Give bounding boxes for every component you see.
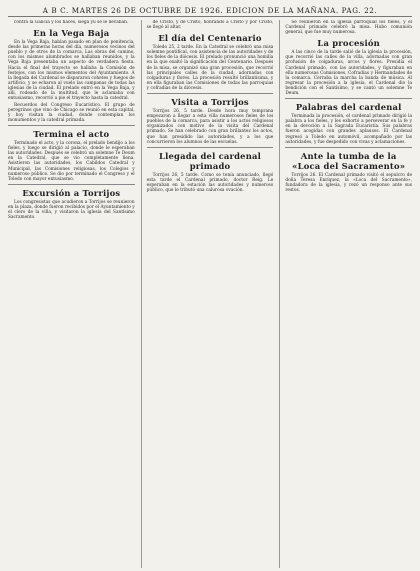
divider bbox=[147, 147, 274, 148]
heading-excursion-torrijos: Excursión a Torrijos bbox=[22, 187, 121, 198]
palabras-text: Terminada la procesión, el cardenal primado dirigió la palabra a los fieles, y les exhortó a perseverar en la fe y en la devoción a la Sagrada Eucaristía. Sus palabras fueron acogidas con grandes aplausos. El Cardenal regresó a Toledo en automóvil, acompañado por las autoridades, y fue despedido con vivas y aclamaciones. bbox=[285, 114, 413, 145]
heading-visita-torrijos: Visita a Torrijos bbox=[171, 97, 249, 108]
heading-dia-centenario: El día del Centenario bbox=[158, 33, 262, 44]
visita-text: Torrijos 26, 5 tarde. Desde hora muy temprana empezaron a llegar a esta villa numerosos fieles de los pueblos de la comarca, para asistir a los actos religiosos organizados con motivo de la visita del Cardenal primado. Se han celebrado con gran brillantez los actos, que han presidido las autoridades, y a los que concurrieron los alumnos de las escuelas. bbox=[146, 109, 274, 145]
ante-tumba-text: Torrijos 26. El Cardenal primado visitó el sepulcro de doña Teresa Enríquez, la «Loca del Sacramento», fundadora de la iglesia, y rezó un responso ante sus restos. bbox=[285, 172, 413, 193]
column-3 bbox=[279, 20, 412, 568]
divider bbox=[147, 93, 274, 94]
heading-vega-baja: En la Vega Baja bbox=[33, 28, 110, 39]
divider bbox=[285, 147, 412, 148]
heading-palabras-cardenal: Palabras del cardenal bbox=[295, 102, 402, 113]
heading-procesion: La procesión bbox=[317, 38, 380, 49]
page-header: A B C. MARTES 26 DE OCTUBRE DE 1926. EDICION DE LA MAÑANA. PAG. 22. bbox=[8, 6, 412, 17]
procesion-text: A las cinco de la tarde salió de la iglesia la procesión, que recorrió las calles de la villa, adornadas con gran profusión de colgaduras, arcos y flores. Presidía el Cardenal primado, con las autoridades, y figuraban en ella numerosas Comisiones, Cofradías y Hermandades de la comarca. Cerraba la marcha la banda de música. Al regresar la procesión a la iglesia, el Cardenal dio la bendición con el Santísimo, y se cantó un solemne Te Deum. bbox=[285, 50, 413, 97]
vega-baja-extra: Recuerdos del Congreso Eucarístico. El grupo de peregrinos que vino de Chicago se reunió en esta capital, y hoy visitan la ciudad, donde contemplan los monumentos y la catedral primada. bbox=[8, 102, 135, 123]
divider bbox=[8, 125, 135, 126]
column-3-top: Se reunieron en la iglesia parroquial los fieles, y el Cardenal primado celebró la misa. Hubo comunión general, que fue muy numerosa. bbox=[285, 20, 413, 36]
lead-paragraph: contra la Galicia y los haces, siega yu se le llevaban. bbox=[14, 20, 129, 25]
heading-llegada-cardenal: Llegada del cardenal primado bbox=[159, 150, 261, 171]
divider bbox=[285, 98, 412, 99]
column-1 bbox=[8, 20, 135, 568]
termina-acto-text: Terminado el acto, y la corona, el prelado bendijo a los fieles, y luego se dirigió al palacio, donde le esperaban las autoridades. Después se celebró un solemne Te Deum en la Catedral, que se vio completamente llena. Asistieron las autoridades, los Cabildos Catedral y Municipal, las Comisiones religiosas, los Colegios y numeroso público. Se dio por terminado el Congreso y el Toledo con mayor entusiasmo. bbox=[8, 141, 135, 182]
column-2-top: de Cristo, y de Cristo, honrando a Cristo y por Cristo, se llegó al altar. bbox=[146, 20, 274, 31]
excursion-text: Los congresistas que acudieron a Torrijos se reunieron en la plaza, donde fueron recibidos por el Ayuntamiento y el clero de la villa, y visitaron la iglesia del Santísimo Sacramento. bbox=[8, 199, 135, 221]
heading-ante-tumba: Ante la tumba de la «Loca del Sacramento» bbox=[292, 150, 406, 171]
column-2 bbox=[141, 20, 274, 568]
column-layout bbox=[8, 20, 412, 568]
vega-baja-text: En la Vega Baja, habían pasado en plan de penitencia, desde las primeras horas del día, numerosos vecinos del pueblo y de otros de la comarca. Las obras del camino, con los mismos alumbrados se hallaban reunidos, y la Vega Baja presentaba un aspecto de verdadera fiesta. Hacia el final del trayecto se hallaba la Comisión de festejos, con los mismos elementos del Ayuntamiento. A la llegada del Cardenal se dispararon cohetes y fuegos de artificio, y se echaron al vuelo las campanas de todas las iglesias de la ciudad. El prelado entró en la Vega Baja, y allí, rodeado de la multitud, que le aclamaba con entusiasmo, recorrió a pie el trayecto hasta la catedral. bbox=[8, 40, 135, 102]
heading-termina-acto: Termina el acto bbox=[33, 129, 110, 140]
centenario-text: Toledo 25, 2 tarde. En la Catedral se celebró una misa solemne pontifical, con asistencia de las autoridades y de los fieles de la diócesis. El prelado pronunció una homilía en la que exaltó la significación del Centenario. Después de la misa, se organizó una gran procesión, que recorrió las principales calles de la ciudad, adornadas con colgaduras y flores. La procesión resultó brillantísima, y en ella figuraban las Comisiones de todas las parroquias y cofradías de la diócesis. bbox=[146, 45, 274, 91]
divider bbox=[8, 184, 135, 185]
llegada-text: Torrijos 26, 5 tarde. Como se tenía anunciado, llegó esta tarde el Cardenal primado, doctor Reig. Le esperaban en la estación las autoridades y numeroso público, que le tributó una calurosa ovación. bbox=[146, 172, 274, 193]
